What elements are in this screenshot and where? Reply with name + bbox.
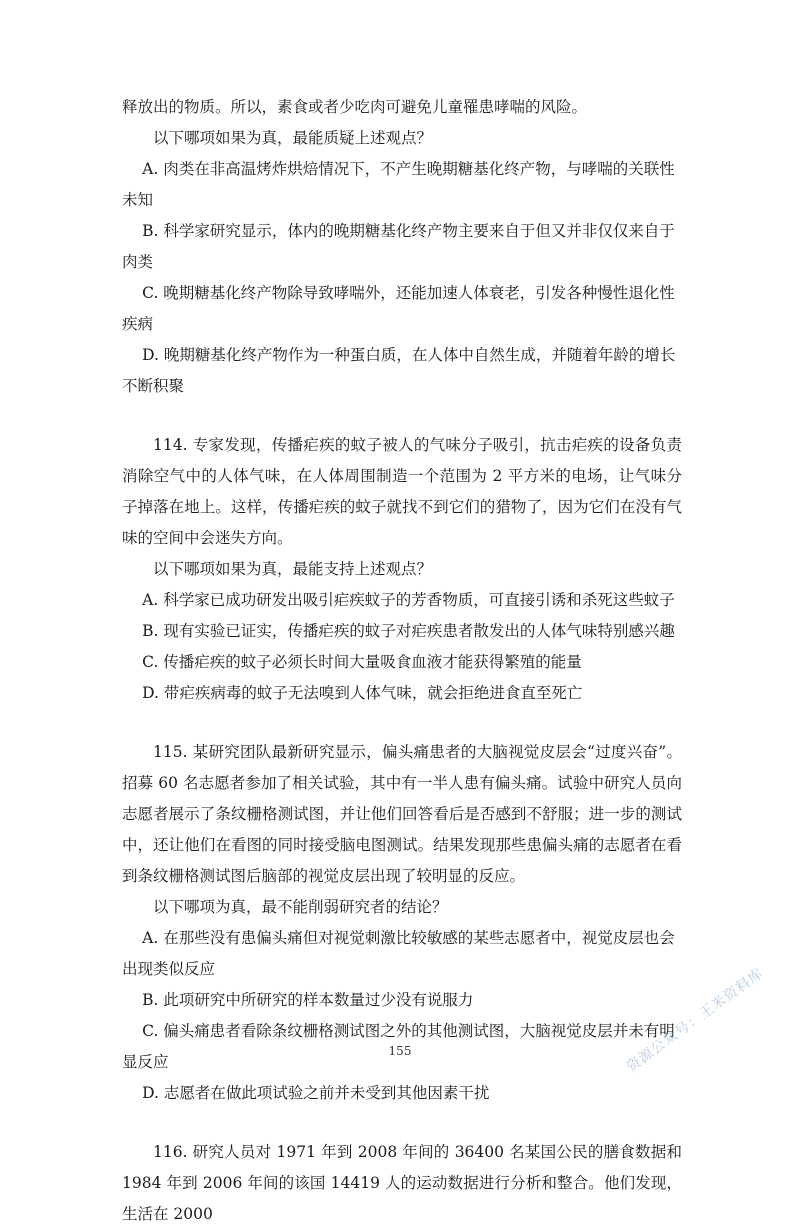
spacer	[122, 709, 682, 737]
q114-option-d: D. 带疟疾病毒的蚊子无法嗅到人体气味，就会拒绝进食直至死亡	[142, 684, 583, 702]
spacer	[122, 402, 682, 430]
q115-option-c: C. 偏头痛患者看除条纹栅格测试图之外的其他测试图，大脑视觉皮层并未有明显反应	[122, 1022, 675, 1071]
q115-stem: 115. 某研究团队最新研究显示，偏头痛患者的大脑视觉皮层会“过度兴奋”。招募 60 名志愿者参加了相关试验，其中有一半人患有偏头痛。试验中研究人员向志愿者展示了条纹栅格测试图，并让他们回答看后是否感到不舒服；进一步的测试中，还让他们在看图的同时接受脑电图测试。结果发现那些患偏头痛的志愿者在看到条纹栅格测试图后脑部的视觉皮层出现了较明显的反应。	[122, 743, 682, 885]
document-page	[122, 92, 682, 1230]
q115-question: 以下哪项为真，最不能削弱研究者的结论？	[153, 898, 448, 916]
q114-stem: 114. 专家发现，传播疟疾的蚊子被人的气味分子吸引，抗击疟疾的设备负责消除空气中的人体气味，在人体周围制造一个范围为 2 平方米的电场，让气味分子掉落在地上。这样，传播疟疾的蚊子就找不到它们的猎物了，因为它们在没有气味的空间中会迷失方向。	[122, 436, 682, 547]
intro-question: 以下哪项如果为真，最能质疑上述观点？	[153, 129, 433, 147]
q116-stem: 116. 研究人员对 1971 年到 2008 年间的 36400 名某国公民的膳食数据和 1984 年到 2006 年间的该国 14419 人的运动数据进行分析和整合。他们发现，生活在 2000	[122, 1143, 682, 1223]
watermark: 资源公众号：王米资料库	[623, 965, 767, 1076]
intro-option-c: C. 晚期糖基化终产物除导致哮喘外，还能加速人体衰老，引发各种慢性退化性疾病	[122, 284, 675, 333]
intro-option-d: D. 晚期糖基化终产物作为一种蛋白质，在人体中自然生成，并随着年龄的增长不断积聚	[122, 346, 676, 395]
intro-option-b: B. 科学家研究显示，体内的晚期糖基化终产物主要来自于但又并非仅仅来自于肉类	[122, 222, 675, 271]
intro-option-a: A. 肉类在非高温烤炸烘焙情况下，不产生晚期糖基化终产物，与哮喘的关联性未知	[122, 160, 675, 209]
q115-option-d: D. 志愿者在做此项试验之前并未受到其他因素干扰	[142, 1084, 490, 1102]
spacer	[122, 1109, 682, 1137]
intro-continuation: 释放出的物质。所以，素食或者少吃肉可避免儿童罹患哮喘的风险。	[122, 98, 588, 116]
q115-option-b: B. 此项研究中所研究的样本数量过少没有说服力	[142, 991, 474, 1009]
q114-option-a: A. 科学家已成功研发出吸引疟疾蚊子的芳香物质，可直接引诱和杀死这些蚊子	[142, 591, 675, 609]
q114-question: 以下哪项如果为真，最能支持上述观点？	[153, 560, 433, 578]
q115-option-a: A. 在那些没有患偏头痛但对视觉刺激比较敏感的某些志愿者中，视觉皮层也会出现类似反应	[122, 929, 675, 978]
q114-option-c: C. 传播疟疾的蚊子必须长时间大量吸食血液才能获得繁殖的能量	[142, 653, 582, 671]
page-number: 155	[388, 1044, 412, 1058]
q114-option-b: B. 现有实验已证实，传播疟疾的蚊子对疟疾患者散发出的人体气味特别感兴趣	[142, 622, 675, 640]
